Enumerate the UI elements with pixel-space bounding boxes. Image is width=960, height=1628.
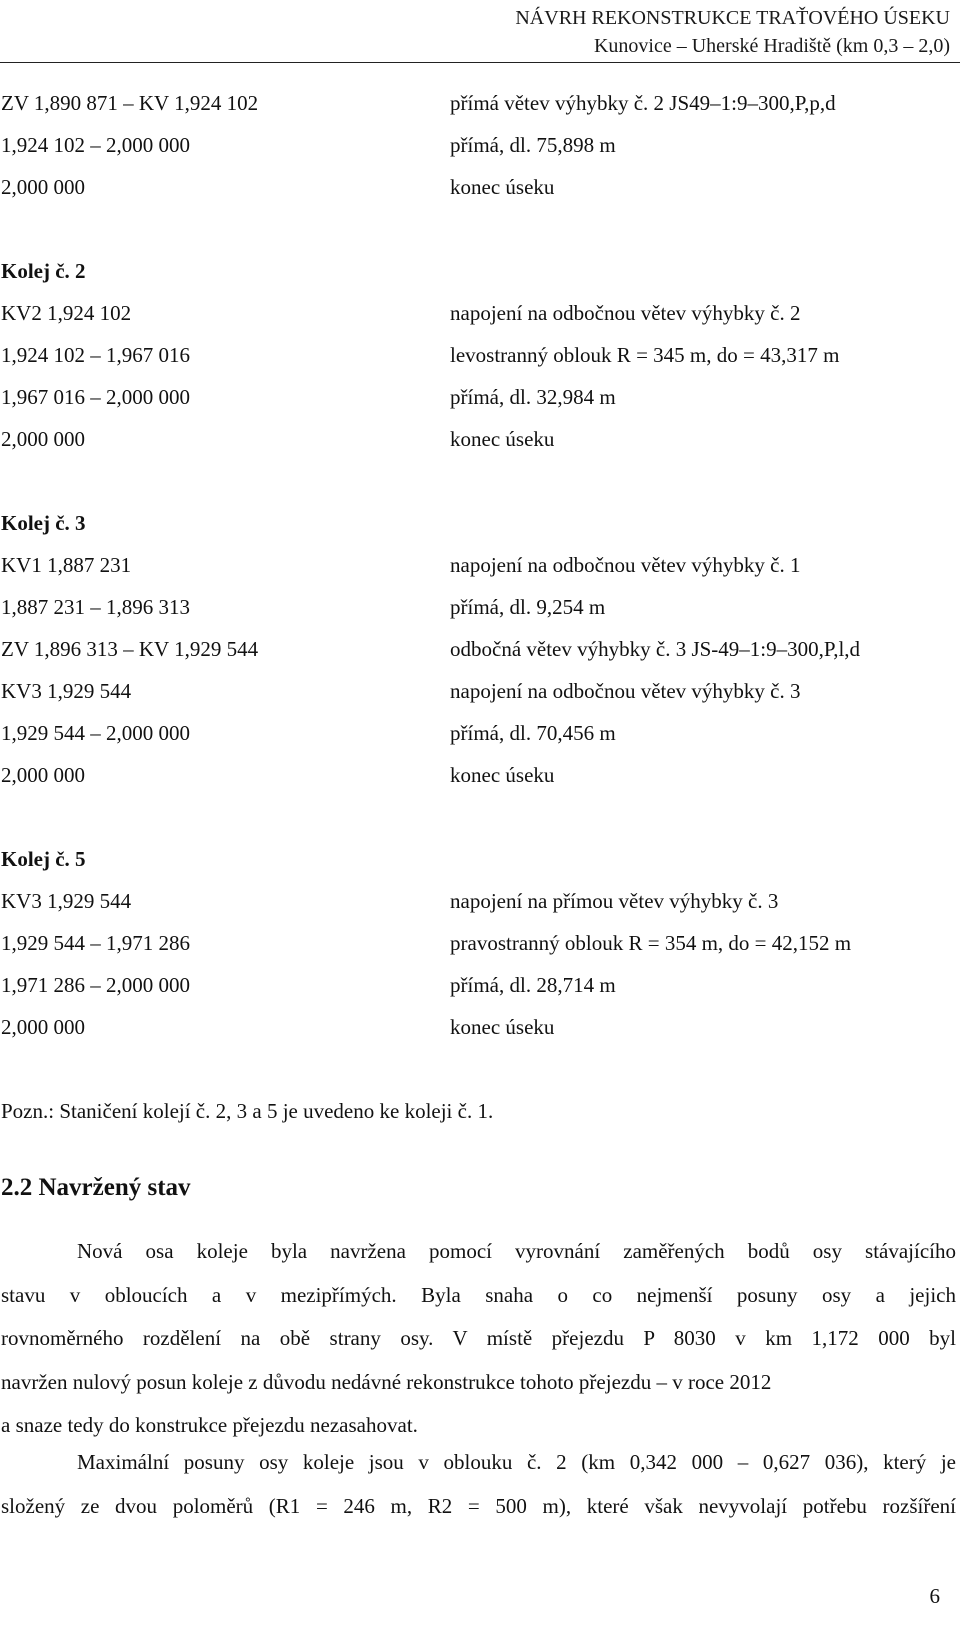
station-description: přímá větev výhybky č. 2 JS49–1:9–300,P,p,d	[450, 91, 836, 115]
station-range: 1,924 102 – 1,967 016	[1, 343, 190, 367]
note: Pozn.: Staničení kolejí č. 2, 3 a 5 je uvedeno ke koleji č. 1.	[1, 1099, 494, 1123]
page-number: 6	[929, 1584, 940, 1608]
station-range: KV1 1,887 231	[1, 553, 132, 577]
station-range: 2,000 000	[1, 175, 85, 199]
station-range: 2,000 000	[1, 427, 85, 451]
section-title-kolej-3: Kolej č. 3	[1, 511, 86, 535]
paragraph-line: stavu v obloucích a v mezipřímých. Byla snaha o co nejmenší posuny osy a jejich	[1, 1282, 956, 1307]
paragraph-line: navržen nulový posun koleje z důvodu nedávné rekonstrukce tohoto přejezdu – v roce 2012	[1, 1369, 772, 1394]
paragraph-1	[1, 1230, 956, 1448]
station-description: přímá, dl. 75,898 m	[450, 133, 616, 157]
list-item	[0, 167, 960, 207]
paragraph-line: složený ze dvou poloměrů (R1 = 246 m, R2 = 500 m), které však nevyvolají potřebu rozšíření	[1, 1493, 956, 1518]
paragraph-2	[1, 1441, 956, 1528]
station-range: 1,929 544 – 2,000 000	[1, 721, 190, 745]
list-item	[0, 83, 960, 123]
paragraph-line: Nová osa koleje byla navržena pomocí vyrovnání zaměřených bodů osy stávajícího	[77, 1239, 956, 1263]
station-description: přímá, dl. 9,254 m	[450, 595, 606, 619]
station-range: KV3 1,929 544	[1, 889, 132, 913]
list-item	[0, 713, 960, 753]
section-title-kolej-2: Kolej č. 2	[1, 259, 86, 283]
list-item	[0, 755, 960, 795]
section-title-kolej-5: Kolej č. 5	[1, 847, 86, 871]
list-item	[0, 629, 960, 669]
list-item	[0, 545, 960, 585]
header-title: NÁVRH REKONSTRUKCE TRAŤOVÉHO ÚSEKU	[515, 7, 950, 29]
station-description: konec úseku	[450, 763, 555, 787]
list-item	[0, 881, 960, 921]
list-item	[0, 587, 960, 627]
station-description: odbočná větev výhybky č. 3 JS-49–1:9–300,P,l,d	[450, 637, 861, 661]
paragraph-line: a snaze tedy do konstrukce přejezdu nezasahovat.	[1, 1413, 418, 1437]
station-range: 1,971 286 – 2,000 000	[1, 973, 190, 997]
station-description: napojení na odbočnou větev výhybky č. 3	[450, 679, 801, 703]
list-item	[0, 377, 960, 417]
station-range: 2,000 000	[1, 1015, 85, 1039]
station-range: KV3 1,929 544	[1, 679, 132, 703]
list-item	[0, 923, 960, 963]
list-item	[0, 419, 960, 459]
station-range: 1,967 016 – 2,000 000	[1, 385, 190, 409]
station-range: ZV 1,890 871 – KV 1,924 102	[1, 91, 259, 115]
station-description: napojení na odbočnou větev výhybky č. 2	[450, 301, 801, 325]
header-subtitle: Kunovice – Uherské Hradiště (km 0,3 – 2,0)	[593, 35, 950, 57]
list-item	[0, 335, 960, 375]
station-range: ZV 1,896 313 – KV 1,929 544	[1, 637, 259, 661]
station-description: přímá, dl. 32,984 m	[450, 385, 616, 409]
paragraph-line: rovnoměrného rozdělení na obě strany osy. V místě přejezdu P 8030 v km 1,172 000 byl	[1, 1326, 956, 1350]
station-range: 1,924 102 – 2,000 000	[1, 133, 190, 157]
station-description: přímá, dl. 28,714 m	[450, 973, 616, 997]
list-item	[0, 671, 960, 711]
section-heading: 2.2 Navržený stav	[1, 1174, 191, 1201]
station-description: konec úseku	[450, 175, 555, 199]
list-item	[0, 125, 960, 165]
list-item	[0, 1007, 960, 1047]
station-range: 1,929 544 – 1,971 286	[1, 931, 190, 955]
station-description: napojení na odbočnou větev výhybky č. 1	[450, 553, 801, 577]
station-range: KV2 1,924 102	[1, 301, 132, 325]
station-description: konec úseku	[450, 1015, 555, 1039]
paragraph-line: Maximální posuny osy koleje jsou v oblouku č. 2 (km 0,342 000 – 0,627 036), který je	[77, 1450, 956, 1474]
station-description: konec úseku	[450, 427, 555, 451]
list-item	[0, 293, 960, 333]
station-description: přímá, dl. 70,456 m	[450, 721, 616, 745]
station-range: 1,887 231 – 1,896 313	[1, 595, 190, 619]
station-description: pravostranný oblouk R = 354 m, do = 42,152 m	[450, 931, 852, 955]
page-header	[0, 6, 960, 63]
station-description: levostranný oblouk R = 345 m, do = 43,317 m	[450, 343, 840, 367]
list-item	[0, 965, 960, 1005]
station-description: napojení na přímou větev výhybky č. 3	[450, 889, 779, 913]
station-range: 2,000 000	[1, 763, 85, 787]
